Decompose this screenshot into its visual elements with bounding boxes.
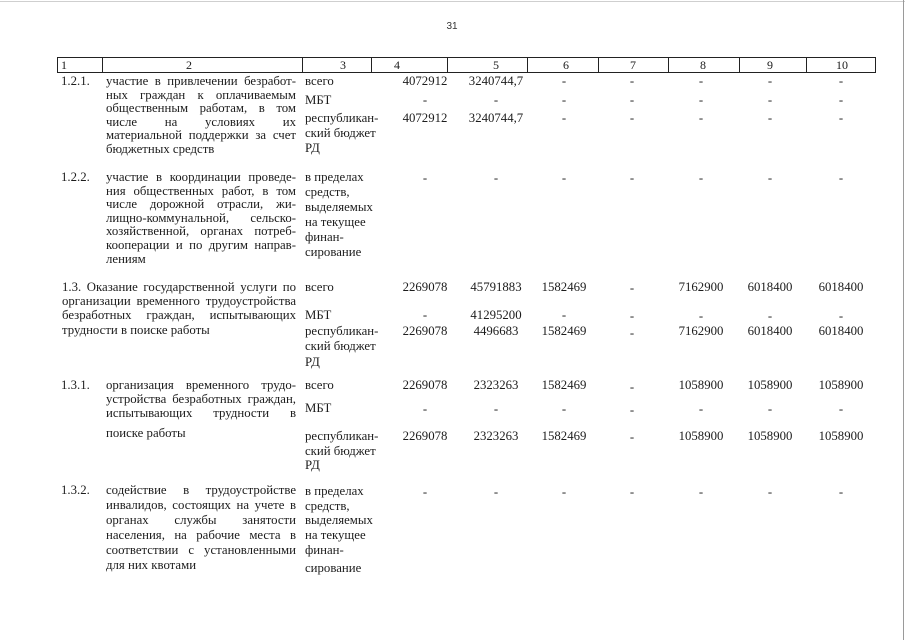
funding-source-line: сирование	[305, 245, 362, 259]
funding-source-line: выделяемых	[305, 513, 373, 527]
cell-col-8: 7162900	[678, 324, 724, 338]
cell-col-5: 41295200	[470, 308, 522, 322]
row-description-line: лищно-коммунальной, сельско-	[106, 211, 296, 225]
cell-col-9: -	[767, 93, 773, 107]
funding-source-line: РД	[305, 141, 320, 155]
row-description-line: 1.3. Оказание государственной услуги по	[62, 280, 296, 294]
cell-col-7: -	[629, 171, 635, 185]
cell-col-5: -	[493, 485, 499, 499]
cell-col-4: 4072912	[402, 74, 448, 88]
funding-source-line: МБТ	[305, 401, 332, 415]
cell-col-10: -	[838, 309, 844, 323]
funding-source-line: сирование	[305, 561, 362, 575]
cell-col-8: -	[698, 171, 704, 185]
cell-col-10: -	[838, 93, 844, 107]
cell-col-6: -	[561, 111, 567, 125]
cell-col-10: -	[838, 171, 844, 185]
cell-col-4: -	[422, 485, 428, 499]
column-divider	[447, 58, 448, 72]
cell-col-5: 2323263	[473, 429, 519, 443]
column-divider	[371, 58, 372, 72]
cell-col-4: -	[422, 308, 428, 322]
cell-col-5: -	[493, 402, 499, 416]
header-cell-5: 5	[493, 58, 499, 72]
header-cell-9: 9	[767, 58, 773, 72]
row-description-line: органах службы занятости	[106, 513, 296, 527]
cell-col-8: -	[698, 111, 704, 125]
cell-col-10: 1058900	[818, 429, 864, 443]
row-description-line: организации временного трудоустройства	[62, 294, 296, 308]
cell-col-6: 1582469	[541, 378, 587, 392]
funding-source-line: МБТ	[305, 308, 332, 322]
row-description-line: содействие в трудоустройстве	[106, 483, 296, 497]
row-description-line: хозяйственной, органах потреб-	[106, 224, 296, 238]
row-description-line: общественным работам, в том	[106, 101, 296, 115]
cell-col-4: 2269078	[402, 280, 448, 294]
row-description-line: ных граждан к оплачиваемым	[106, 88, 296, 102]
cell-col-9: 6018400	[747, 280, 793, 294]
cell-col-10: 6018400	[818, 324, 864, 338]
cell-col-5: 4496683	[473, 324, 519, 338]
scan-edge-right	[903, 0, 904, 640]
row-description-line: бюджетных средств	[106, 142, 215, 156]
cell-col-5: -	[493, 171, 499, 185]
funding-source-line: всего	[305, 378, 334, 392]
funding-source-line: ский бюджет	[305, 126, 376, 140]
cell-col-6: -	[561, 308, 567, 322]
row-description-line: трудности в поиске работы	[62, 323, 210, 337]
header-cell-6: 6	[563, 58, 569, 72]
row-description-line: лениям	[106, 252, 146, 266]
cell-col-6: 1582469	[541, 429, 587, 443]
cell-col-4: 2269078	[402, 324, 448, 338]
funding-source-line: всего	[305, 280, 334, 294]
cell-col-9: -	[767, 309, 773, 323]
row-description-line: материальной поддержки за счет	[106, 128, 296, 142]
cell-col-8: -	[698, 93, 704, 107]
row-description-line: инвалидов, состоящих на учете в	[106, 498, 296, 512]
funding-source-line: республикан-	[305, 324, 379, 338]
cell-col-10: -	[838, 402, 844, 416]
cell-col-10: -	[838, 485, 844, 499]
cell-col-9: 1058900	[747, 378, 793, 392]
table-header	[57, 57, 876, 73]
cell-col-9: -	[767, 74, 773, 88]
cell-col-9: 6018400	[747, 324, 793, 338]
cell-col-10: -	[838, 74, 844, 88]
funding-source-line: в пределах	[305, 484, 364, 498]
cell-col-8: 1058900	[678, 378, 724, 392]
page-number: 31	[446, 21, 458, 32]
funding-source-line: выделяемых	[305, 200, 373, 214]
cell-col-7: -	[629, 309, 635, 323]
column-divider	[102, 58, 103, 72]
cell-col-9: 1058900	[747, 429, 793, 443]
funding-source-line: в пределах	[305, 170, 364, 184]
cell-col-5: -	[493, 93, 499, 107]
funding-source-line: РД	[305, 355, 320, 369]
scan-edge-top	[0, 1, 905, 2]
row-description-line: для них квотами	[106, 558, 197, 572]
cell-col-4: 2269078	[402, 429, 448, 443]
row-description-line: ния общественных работ, в том	[106, 184, 296, 198]
cell-col-7: -	[629, 326, 635, 340]
cell-col-4: 4072912	[402, 111, 448, 125]
funding-source-line: республикан-	[305, 429, 379, 443]
cell-col-7: -	[629, 485, 635, 499]
funding-source-line: ский бюджет	[305, 444, 376, 458]
cell-col-5: 3240744,7	[468, 74, 524, 88]
row-description-line: участие в привлечении безработ-	[106, 74, 296, 88]
header-cell-8: 8	[700, 58, 706, 72]
cell-col-7: -	[629, 403, 635, 417]
cell-col-7: -	[629, 380, 635, 394]
cell-col-6: 1582469	[541, 280, 587, 294]
funding-source-line: МБТ	[305, 93, 332, 107]
funding-source-line: средств,	[305, 185, 350, 199]
row-description-line: числе на условиях их	[106, 115, 296, 129]
row-description-line: поиске работы	[106, 426, 186, 440]
row-code: 1.3.2.	[61, 483, 90, 497]
row-description-line: безработных граждан, испытывающих	[62, 308, 296, 322]
cell-col-8: -	[698, 402, 704, 416]
cell-col-7: -	[629, 93, 635, 107]
column-divider	[739, 58, 740, 72]
header-cell-2: 2	[186, 58, 192, 72]
row-description-line: испытывающих трудности в	[106, 406, 296, 420]
funding-source-line: РД	[305, 458, 320, 472]
cell-col-8: -	[698, 309, 704, 323]
cell-col-10: -	[838, 111, 844, 125]
cell-col-7: -	[629, 281, 635, 295]
cell-col-6: 1582469	[541, 324, 587, 338]
column-divider	[806, 58, 807, 72]
cell-col-9: -	[767, 111, 773, 125]
funding-source-line: республикан-	[305, 111, 379, 125]
column-divider	[302, 58, 303, 72]
row-description-line: числе дорожной отрасли, жи-	[106, 197, 296, 211]
cell-col-8: -	[698, 74, 704, 88]
cell-col-8: 7162900	[678, 280, 724, 294]
row-code: 1.2.1.	[61, 74, 90, 88]
row-description-line: соответствии с установленными	[106, 543, 296, 557]
cell-col-4: -	[422, 171, 428, 185]
cell-col-7: -	[629, 430, 635, 444]
funding-source-line: средств,	[305, 499, 350, 513]
cell-col-5: 2323263	[473, 378, 519, 392]
header-cell-1: 1	[61, 58, 67, 72]
row-description-line: населения, на рабочие места в	[106, 528, 296, 542]
cell-col-5: 45791883	[470, 280, 522, 294]
cell-col-6: -	[561, 93, 567, 107]
cell-col-4: -	[422, 93, 428, 107]
cell-col-10: 1058900	[818, 378, 864, 392]
header-cell-3: 3	[340, 58, 346, 72]
row-description-line: кооперации и по другим направ-	[106, 238, 296, 252]
funding-source-line: финан-	[305, 543, 344, 557]
cell-col-6: -	[561, 485, 567, 499]
header-cell-4: 4	[394, 58, 400, 72]
funding-source-line: на текущее	[305, 528, 366, 542]
funding-source-line: на текущее	[305, 215, 366, 229]
header-cell-7: 7	[630, 58, 636, 72]
cell-col-9: -	[767, 485, 773, 499]
funding-source-line: всего	[305, 74, 334, 88]
row-code: 1.2.2.	[61, 170, 90, 184]
cell-col-7: -	[629, 111, 635, 125]
row-description-line: участие в координации проведе-	[106, 170, 296, 184]
cell-col-4: -	[422, 402, 428, 416]
row-description-line: организация временного трудо-	[106, 378, 296, 392]
funding-source-line: финан-	[305, 230, 344, 244]
cell-col-8: 1058900	[678, 429, 724, 443]
cell-col-5: 3240744,7	[468, 111, 524, 125]
cell-col-6: -	[561, 402, 567, 416]
cell-col-7: -	[629, 74, 635, 88]
cell-col-9: -	[767, 402, 773, 416]
row-description-line: устройства безработных граждан,	[106, 392, 296, 406]
row-code: 1.3.1.	[61, 378, 90, 392]
cell-col-4: 2269078	[402, 378, 448, 392]
cell-col-6: -	[561, 74, 567, 88]
column-divider	[598, 58, 599, 72]
cell-col-8: -	[698, 485, 704, 499]
column-divider	[668, 58, 669, 72]
funding-source-line: ский бюджет	[305, 339, 376, 353]
header-cell-10: 10	[836, 58, 848, 72]
cell-col-10: 6018400	[818, 280, 864, 294]
cell-col-6: -	[561, 171, 567, 185]
cell-col-9: -	[767, 171, 773, 185]
column-divider	[527, 58, 528, 72]
